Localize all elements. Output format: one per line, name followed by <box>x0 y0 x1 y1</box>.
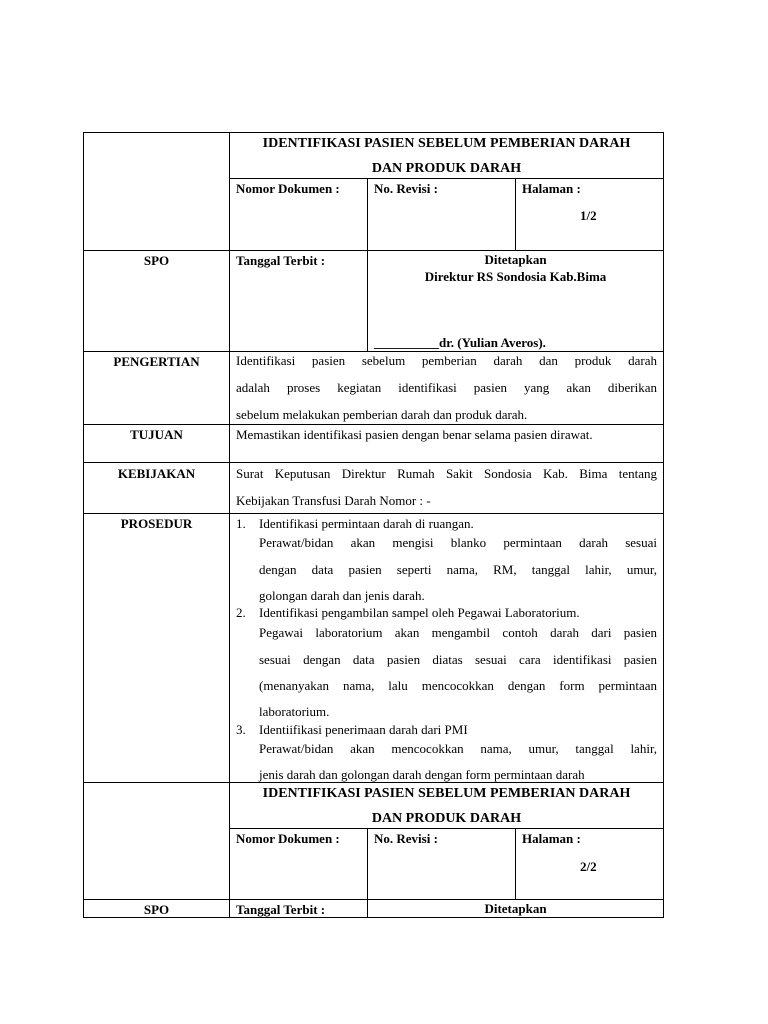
signature-line: __________dr. (Yulian Averos). <box>374 335 546 350</box>
table-border <box>83 899 664 900</box>
kebijakan-line: Kebijakan Transfusi Darah Nomor : - <box>236 493 431 508</box>
document-title-line1: IDENTIFIKASI PASIEN SEBELUM PEMBERIAN DARAH <box>262 136 631 151</box>
nomor-dokumen-label: Nomor Dokumen : <box>236 831 340 846</box>
document-title-line1: IDENTIFIKASI PASIEN SEBELUM PEMBERIAN DARAH <box>262 786 631 801</box>
nomor-dokumen-label: Nomor Dokumen : <box>236 181 340 196</box>
table-border <box>229 828 664 829</box>
ditetapkan-label: Ditetapkan <box>484 901 547 916</box>
pengertian-line: Identifikasi pasien sebelum pemberian darah dan produk darah <box>236 353 657 368</box>
prosedur-item-line: Perawat/bidan akan mencocokkan nama, umur, tanggal lahir, <box>259 741 657 756</box>
tanggal-terbit-label: Tanggal Terbit : <box>236 902 326 917</box>
table-border <box>83 132 664 133</box>
document-title-line2: DAN PRODUK DARAH <box>371 811 522 826</box>
prosedur-item-title: Identiifikasi penerimaan darah dari PMI <box>259 722 468 737</box>
table-border <box>83 462 664 463</box>
halaman-label: Halaman : <box>522 181 581 196</box>
tujuan-text: Memastikan identifikasi pasien dengan benar selama pasien dirawat. <box>236 427 593 442</box>
prosedur-label: PROSEDUR <box>120 516 193 531</box>
kebijakan-line: Surat Keputusan Direktur Rumah Sakit Sondosia Kab. Bima tentang <box>236 466 657 481</box>
prosedur-item-line: Pegawai laboratorium akan mengambil contoh darah dari pasien <box>259 625 657 640</box>
pengertian-label: PENGERTIAN <box>113 354 200 369</box>
table-border <box>83 351 664 352</box>
pengertian-line: sebelum melakukan pemberian darah dan produk darah. <box>236 407 528 422</box>
prosedur-item-number: 1. <box>236 516 246 531</box>
table-border <box>83 250 664 251</box>
table-border <box>515 178 516 250</box>
halaman-value: 2/2 <box>580 859 597 874</box>
spo-label: SPO <box>143 253 170 268</box>
halaman-label: Halaman : <box>522 831 581 846</box>
table-border <box>83 513 664 514</box>
ditetapkan-label: Ditetapkan <box>484 252 547 267</box>
prosedur-item-number: 3. <box>236 722 246 737</box>
prosedur-item-title: Identifikasi permintaan darah di ruangan. <box>259 516 474 531</box>
kebijakan-label: KEBIJAKAN <box>117 466 196 481</box>
prosedur-item-line: dengan data pasien seperti nama, RM, tanggal lahir, umur, <box>259 562 657 577</box>
prosedur-item-line: Perawat/bidan akan mengisi blanko permintaan darah sesuai <box>259 535 657 550</box>
document-title-line2: DAN PRODUK DARAH <box>371 161 522 176</box>
prosedur-item-line: jenis darah dan golongan darah dengan form permintaan darah <box>259 767 585 782</box>
table-border <box>229 178 664 179</box>
prosedur-item-line: (menanyakan nama, lalu mencocokkan dengan form permintaan <box>259 678 657 693</box>
prosedur-item-line: sesuai dengan data pasien diatas sesuai cara identifikasi pasien <box>259 652 657 667</box>
tujuan-label: TUJUAN <box>130 427 183 442</box>
pengertian-line: adalah proses kegiatan identifikasi pasien yang akan diberikan <box>236 380 657 395</box>
prosedur-item-line: laboratorium. <box>259 704 330 719</box>
prosedur-item-line: golongan darah dan jenis darah. <box>259 588 425 603</box>
halaman-value: 1/2 <box>580 208 597 223</box>
table-border <box>83 424 664 425</box>
prosedur-item-title: Identifikasi pengambilan sampel oleh Pegawai Laboratorium. <box>259 605 580 620</box>
table-border <box>515 828 516 899</box>
no-revisi-label: No. Revisi : <box>374 181 438 196</box>
no-revisi-label: No. Revisi : <box>374 831 438 846</box>
spo-label: SPO <box>143 902 170 917</box>
prosedur-item-number: 2. <box>236 605 246 620</box>
direktur-label: Direktur RS Sondosia Kab.Bima <box>424 269 607 284</box>
tanggal-terbit-label: Tanggal Terbit : <box>236 253 326 268</box>
